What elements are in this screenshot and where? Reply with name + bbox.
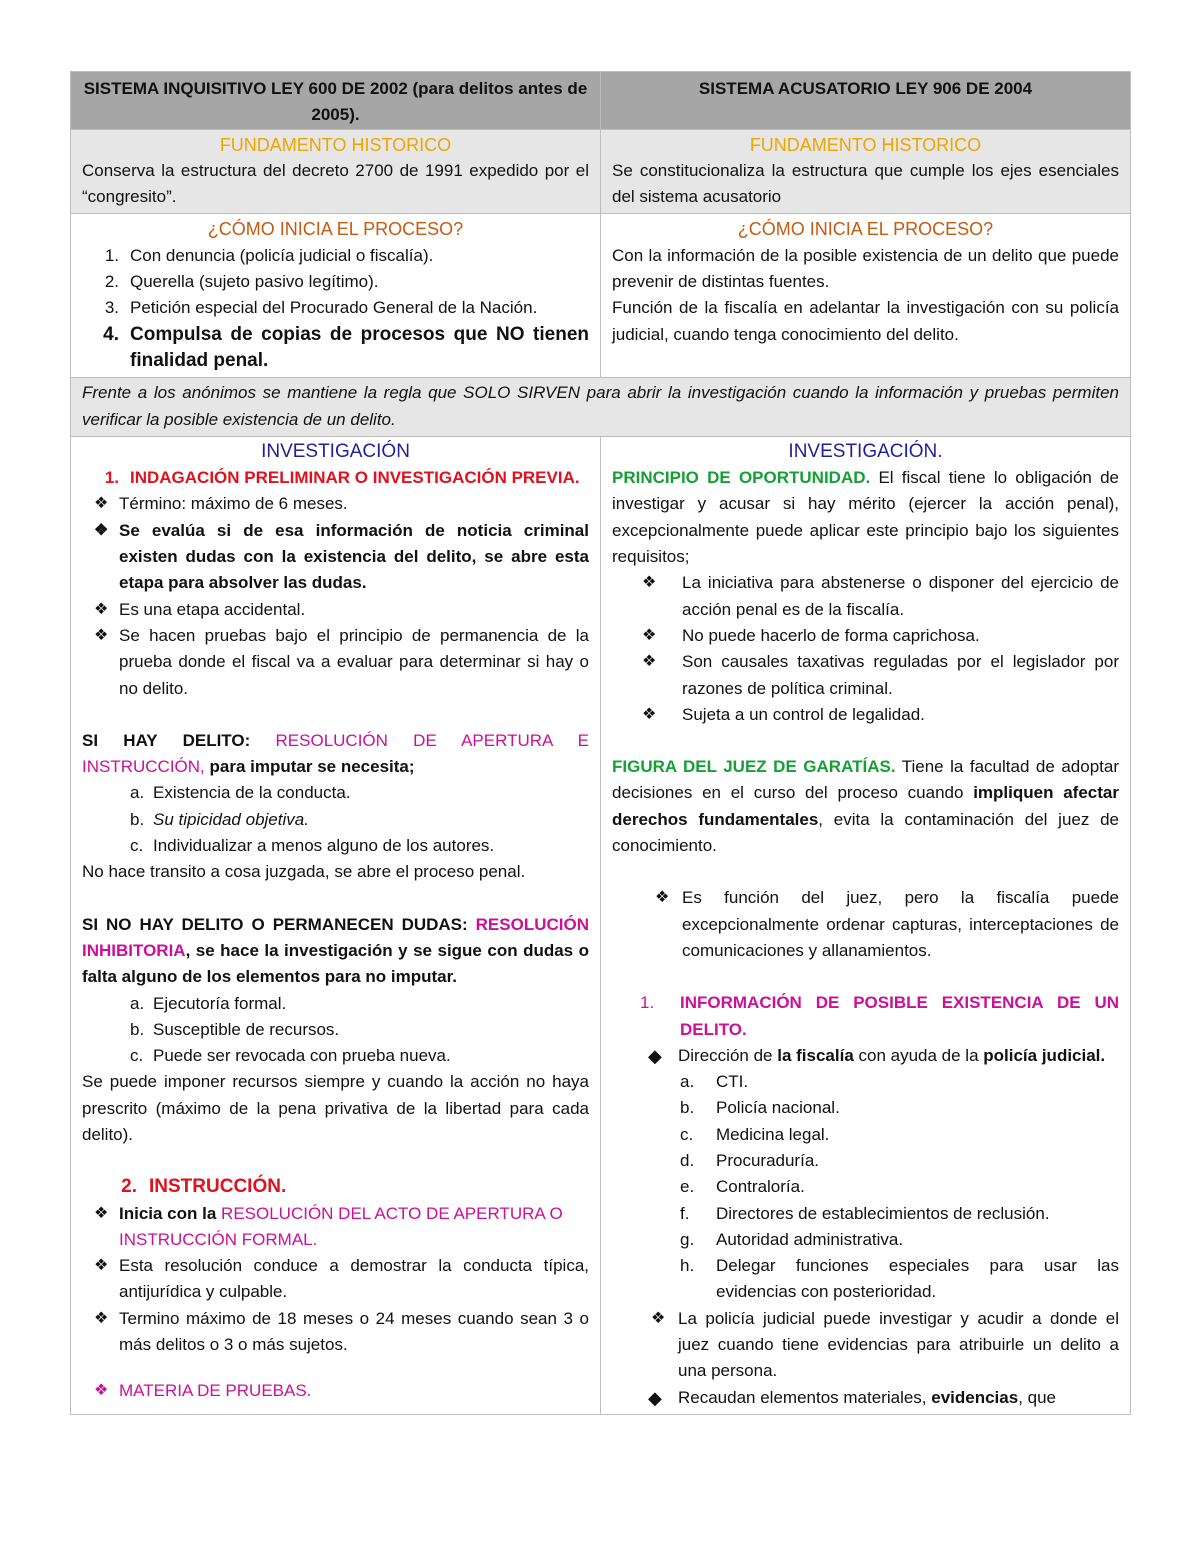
no-hay-delito-paragraph <box>82 912 589 991</box>
alpha-item <box>612 1148 1119 1174</box>
diamond-bullet-icon: ❖ <box>655 889 670 907</box>
fundamento-right <box>601 129 1131 214</box>
alpha-item <box>82 780 589 806</box>
alpha-text: Delegar funciones especiales para usar las evidencias con posterioridad. <box>716 1256 1119 1302</box>
bullet-text: MATERIA DE PRUEBAS. <box>119 1381 312 1401</box>
bullet-text: No puede hacerlo de forma caprichosa. <box>682 625 980 645</box>
bullet-item <box>612 1043 1119 1069</box>
bullet-item <box>82 1253 589 1306</box>
diamond-bullet-icon: ❖ <box>94 495 109 513</box>
bullet-text: La iniciativa para abstenerse o disponer del ejercicio de acción penal es de la fiscalía. <box>682 573 1119 619</box>
alpha-item <box>82 991 589 1017</box>
alpha-text: Puede ser revocada con prueba nueva. <box>153 1046 451 1066</box>
juez-garantias-label: FIGURA DEL JUEZ DE GARATÍAS. <box>612 757 896 777</box>
alpha-letter: h. <box>680 1256 695 1276</box>
diamond-bullet-icon: ❖ <box>94 1257 109 1275</box>
alpha-text: Susceptible de recursos. <box>153 1019 340 1039</box>
resolucion-acto-apertura-label: RESOLUCIÓN DEL ACTO DE APERTURA O INSTRUCCIÓN FORMAL. <box>119 1203 563 1249</box>
diamond-bullet-icon: ❖ <box>642 705 657 723</box>
juez-text: Tiene la facultad de adoptar decisiones en el curso del proceso cuando <box>612 757 1119 803</box>
spacer <box>82 886 589 912</box>
no-hay-delito-after: Se puede imponer recursos siempre y cuando la acción no haya prescrito (máximo de la pena privativa de la libertad para cada delito). <box>82 1072 589 1144</box>
alpha-text: Existencia de la conducta. <box>153 783 351 803</box>
spacer <box>82 1358 589 1378</box>
section-number: 1. <box>640 993 655 1013</box>
fundamento-title-right: FUNDAMENTO HISTORICO <box>749 134 982 155</box>
bullet-item <box>82 1306 589 1359</box>
alpha-letter: a. <box>130 993 145 1013</box>
bullet-text: La policía judicial puede investigar y acudir a donde el juez cuando tiene evidencias para atribuirle un delito a una persona. <box>678 1308 1119 1381</box>
diamond-bullet-icon: ❖ <box>94 626 109 644</box>
anonimos-row <box>71 378 1131 437</box>
fundamento-left-text: Conserva la estructura del decreto 2700 de 1991 expedido por el “congresito”. <box>82 160 589 207</box>
bullet-text: Sujeta a un control de legalidad. <box>682 704 925 724</box>
alpha-text: Medicina legal. <box>716 1124 830 1144</box>
alpha-item <box>612 1069 1119 1095</box>
anonimos-note: Frente a los anónimos se mantiene la regla que SOLO SIRVEN para abrir la investigación cuando la información y pruebas permiten verificar la posible existencia de un delito. <box>71 378 1131 437</box>
bullet-text <box>678 1043 1119 1069</box>
inicio-right-p1: Con la información de la posible existencia de un delito que puede prevenir de distintas fuentes. <box>612 245 1119 292</box>
alpha-text: CTI. <box>716 1072 749 1092</box>
alpha-letter: c. <box>130 1046 144 1066</box>
alpha-letter: a. <box>680 1072 695 1092</box>
principio-oportunidad-paragraph <box>612 465 1119 570</box>
alpha-letter: g. <box>680 1229 695 1249</box>
inicio-title-left: ¿CÓMO INICIA EL PROCESO? <box>207 219 464 240</box>
bullet-item <box>82 597 589 623</box>
alpha-letter: c. <box>680 1124 694 1144</box>
alpha-item <box>612 1201 1119 1227</box>
inicio-list-item <box>82 243 589 269</box>
section-heading <box>82 1174 589 1200</box>
spacer <box>612 728 1119 754</box>
inicio-row <box>71 214 1131 378</box>
alpha-text: Procuraduría. <box>716 1150 819 1170</box>
section-heading <box>612 990 1119 1043</box>
fundamento-right-text: Se constitucionaliza la estructura que cumple los ejes esenciales del sistema acusatorio <box>612 160 1119 207</box>
bullet-item <box>612 1306 1119 1385</box>
diamond-bullet-icon: ❖ <box>651 1309 666 1327</box>
bullet-item <box>612 649 1119 702</box>
alpha-text: Autoridad administrativa. <box>716 1229 904 1249</box>
si-hay-delito-lead: SI HAY DELITO: <box>82 730 276 750</box>
diamond-bullet-icon: ❖ <box>94 1309 109 1327</box>
bullet-item <box>612 623 1119 649</box>
si-hay-delito-after: No hace transito a cosa juzgada, se abre el proceso penal. <box>82 862 526 882</box>
bullet-item <box>612 702 1119 728</box>
alpha-text: Individualizar a menos alguno de los autores. <box>153 836 495 856</box>
inicio-list-item <box>82 322 589 375</box>
bullet-item <box>612 885 1119 964</box>
list-text: Querella (sujeto pasivo legítimo). <box>130 272 379 292</box>
fundamento-left <box>71 129 601 214</box>
alpha-item <box>82 1043 589 1069</box>
alpha-letter: b. <box>130 1019 145 1039</box>
alpha-text: Directores de establecimientos de reclusión. <box>716 1203 1050 1223</box>
inicio-left <box>71 214 601 378</box>
diamond-bullet-icon: ❖ <box>94 1382 109 1400</box>
alpha-letter: e. <box>680 1177 695 1197</box>
list-number: 4. <box>103 323 119 345</box>
juez-bold-text: impliquen afectar derechos fundamentales <box>612 783 1119 829</box>
bullet-item <box>82 623 589 702</box>
text-run: policía judicial. <box>983 1045 1106 1065</box>
spacer <box>612 859 1119 885</box>
bullet-text: Es una etapa accidental. <box>119 599 306 619</box>
bullet-text: Es función del juez, pero la fiscalía puede excepcionalmente ordenar capturas, interceptaciones de comunicaciones y allanamientos. <box>682 888 1119 960</box>
list-text: Petición especial del Procurado General de la Nación. <box>130 298 538 318</box>
bullet-item <box>612 1385 1119 1411</box>
bullet-text: Se evalúa si de esa información de noticia criminal existen dudas con la existencia del delito, se abre esta etapa para absolver las dudas. <box>119 520 589 593</box>
text-run: , que <box>1018 1387 1057 1407</box>
section-title: INFORMACIÓN DE POSIBLE EXISTENCIA DE UN DELITO. <box>680 993 1119 1039</box>
list-text: Compulsa de copias de procesos que NO tienen finalidad penal. <box>130 323 589 371</box>
bullet-item <box>612 570 1119 623</box>
inicio-list-item <box>82 295 589 321</box>
diamond-bullet-icon: ◆ <box>648 1387 662 1408</box>
inicio-right-p2: Función de la fiscalía en adelantar la investigación con su policía judicial, cuando tenga conocimiento del delito. <box>612 298 1119 344</box>
investigacion-right <box>601 436 1131 1414</box>
fundamento-row <box>71 129 1131 214</box>
fundamento-title-left: FUNDAMENTO HISTORICO <box>219 134 452 155</box>
inicio-list-item <box>82 269 589 295</box>
bullet-text: Termino máximo de 18 meses o 24 meses cuando sean 3 o más delitos o 3 o más sujetos. <box>119 1308 589 1355</box>
alpha-letter: b. <box>130 809 145 829</box>
principio-oportunidad-label: PRINCIPIO DE OPORTUNIDAD. <box>612 468 871 488</box>
section-heading <box>82 465 589 491</box>
spacer <box>612 964 1119 990</box>
diamond-bullet-icon: ❖ <box>94 1204 109 1222</box>
investigacion-row <box>71 436 1131 1414</box>
bullet-text: Se hacen pruebas bajo el principio de permanencia de la prueba donde el fiscal va a evaluar para determinar si hay o no delito. <box>119 625 589 698</box>
instruccion-lead: Inicia con la <box>119 1203 222 1223</box>
bullet-text <box>119 1201 589 1254</box>
spacer <box>82 702 589 728</box>
text-run: la fiscalía <box>777 1045 854 1065</box>
alpha-item <box>612 1095 1119 1121</box>
bullet-text <box>678 1385 1119 1411</box>
alpha-item <box>612 1227 1119 1253</box>
alpha-text: Su tipicidad objetiva. <box>153 809 309 829</box>
section-title: INSTRUCCIÓN. <box>149 1176 287 1198</box>
section-number: 1. <box>104 468 119 488</box>
juez-garantias-paragraph <box>612 754 1119 859</box>
bullet-text: Son causales taxativas reguladas por el legislador por razones de política criminal. <box>682 652 1119 698</box>
header-right: SISTEMA ACUSATORIO LEY 906 DE 2004 <box>601 72 1131 130</box>
diamond-bullet-icon: ❖ <box>642 626 657 644</box>
si-hay-delito-tail: para imputar se necesita; <box>204 757 415 777</box>
alpha-item <box>612 1174 1119 1200</box>
alpha-letter: c. <box>130 836 144 856</box>
diamond-bullet-icon: ❖ <box>94 600 109 618</box>
alpha-item <box>82 833 589 859</box>
alpha-item <box>82 807 589 833</box>
text-run: Recaudan elementos materiales, <box>678 1387 932 1407</box>
principio-oportunidad-text: El fiscal tiene lo obligación de investigar y acusar si hay mérito (ejercer la acción penal), excepcionalmente puede aplicar este principio bajo los siguientes requisitos; <box>612 468 1119 567</box>
alpha-item <box>82 1017 589 1043</box>
bullet-text: Esta resolución conduce a demostrar la conducta típica, antijurídica y culpable. <box>119 1256 589 1302</box>
diamond-bullet-icon: ❖ <box>94 521 109 539</box>
alpha-text: Policía nacional. <box>716 1098 840 1118</box>
diamond-bullet-icon: ❖ <box>642 574 657 592</box>
si-hay-delito-paragraph <box>82 728 589 781</box>
no-hay-delito-lead: SI NO HAY DELITO O PERMANECEN DUDAS: <box>82 914 476 934</box>
investigacion-title-right: INVESTIGACIÓN. <box>788 440 943 462</box>
list-number: 1. <box>104 245 119 265</box>
alpha-letter: b. <box>680 1098 695 1118</box>
alpha-letter: d. <box>680 1150 695 1170</box>
investigacion-title-left: INVESTIGACIÓN <box>261 440 410 462</box>
no-hay-delito-tail: , se hace la investigación y se sigue con dudas o falta alguno de los elementos para no imputar. <box>82 940 589 987</box>
section-number: 2. <box>121 1176 137 1198</box>
alpha-item <box>612 1253 1119 1306</box>
resolucion-apertura-label: RESOLUCIÓN DE APERTURA E INSTRUCCIÓN, <box>82 730 589 777</box>
text-run: evidencias <box>931 1387 1019 1407</box>
alpha-letter: a. <box>130 783 145 803</box>
bullet-item <box>82 1378 589 1404</box>
bullet-text: Término: máximo de 6 meses. <box>119 494 348 514</box>
header-row <box>71 72 1131 130</box>
bullet-item <box>82 1201 589 1254</box>
bullet-item <box>82 491 589 517</box>
alpha-text: Contraloría. <box>716 1177 805 1197</box>
text-run: Dirección de <box>678 1045 778 1065</box>
list-number: 3. <box>104 298 119 318</box>
comparison-table <box>70 71 1131 1415</box>
resolucion-inhibitoria-label: RESOLUCIÓN INHIBITORIA <box>82 914 589 960</box>
list-text: Con denuncia (policía judicial o fiscalía). <box>130 245 434 265</box>
bullet-item <box>82 518 589 597</box>
inicio-right <box>601 214 1131 378</box>
text-run: con ayuda de la <box>853 1045 984 1065</box>
alpha-text: Ejecutoría formal. <box>153 993 287 1013</box>
diamond-bullet-icon: ◆ <box>648 1045 662 1066</box>
section-title: INDAGACIÓN PRELIMINAR O INVESTIGACIÓN PREVIA. <box>130 468 580 488</box>
alpha-item <box>612 1122 1119 1148</box>
juez-text-end: , evita la contaminación del juez de conocimiento. <box>612 809 1119 856</box>
alpha-letter: f. <box>680 1203 690 1223</box>
investigacion-left <box>71 436 601 1414</box>
diamond-bullet-icon: ❖ <box>642 653 657 671</box>
inicio-title-right: ¿CÓMO INICIA EL PROCESO? <box>737 219 994 240</box>
spacer <box>82 1148 589 1174</box>
list-number: 2. <box>104 272 119 292</box>
header-left: SISTEMA INQUISITIVO LEY 600 DE 2002 (para delitos antes de 2005). <box>71 72 601 130</box>
